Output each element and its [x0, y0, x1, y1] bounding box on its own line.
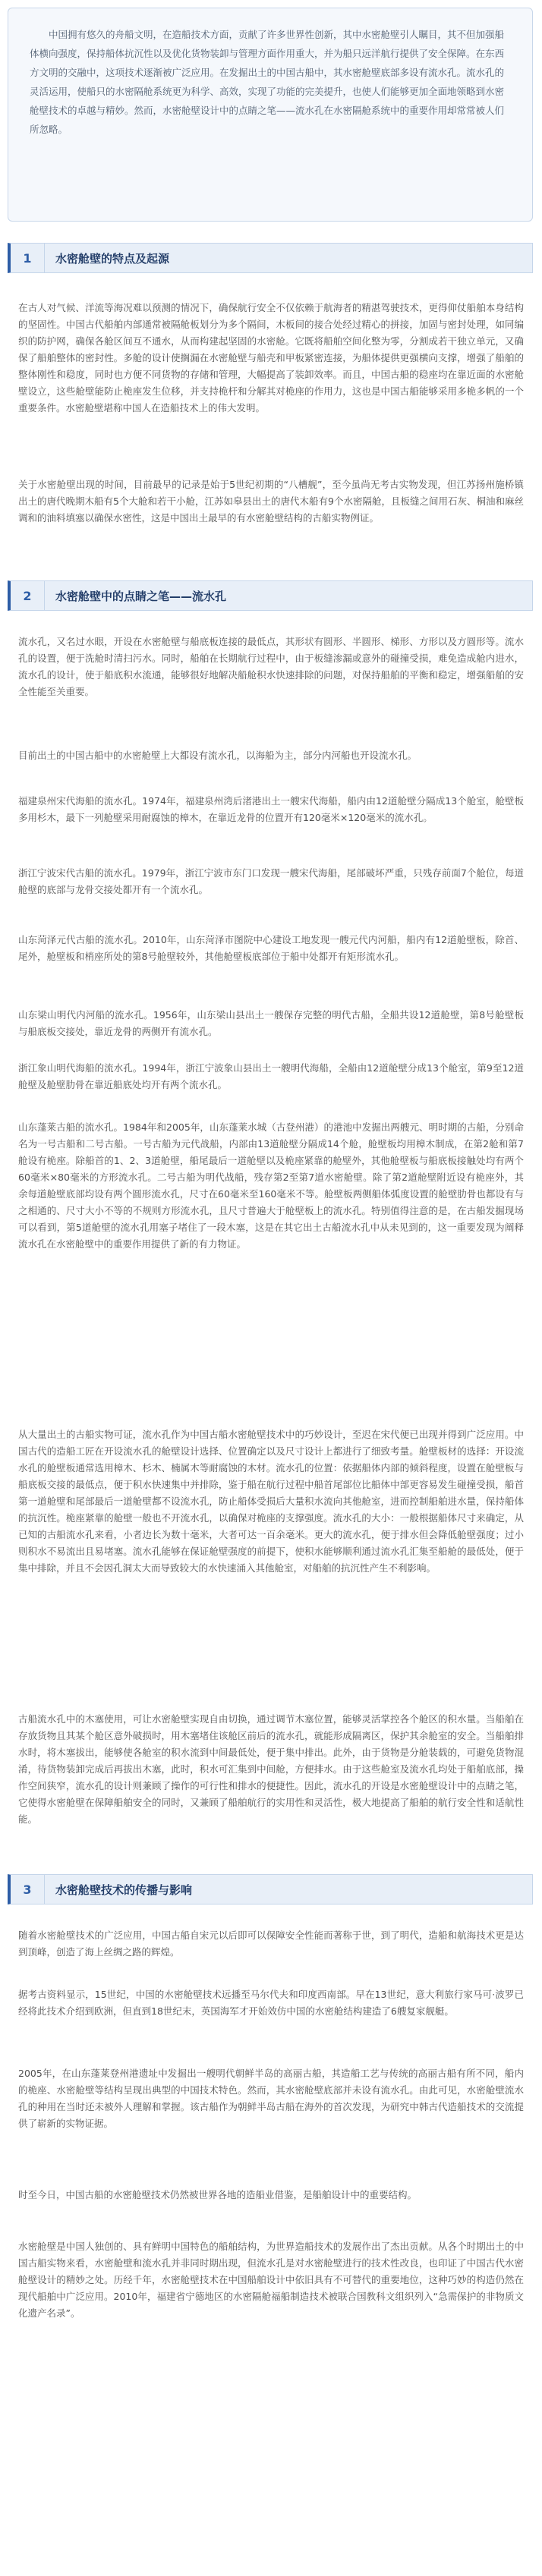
paragraph: 2005年，在山东蓬莱登州港遗址中发掘出一艘明代朝鲜半岛的高丽古船，其造船工艺与传统的高丽古船有所不同，船内的桅座、水密舱壁等结构呈现出典型的中国技术特色。然而，其水密舱壁底部并未设有流水孔。由此可见，水密舱壁流水孔的种用在当时还未被外人理解和掌握。该古船作为朝鲜半岛古船在海外的首次发现，为研究中韩古代造船技术的交流提供了崭新的实物证据。 — [18, 2068, 524, 2129]
section-number: 3 — [11, 1875, 45, 1904]
section-number: 2 — [11, 581, 45, 610]
paragraph: 浙江宁波宋代古船的流水孔。1979年，浙江宁波市东门口发现一艘宋代海船，尾部破坏严重，只残存前面7个舱位，每道舱壁的底部与龙骨交接处都开有一个流水孔。 — [18, 867, 524, 895]
section-heading-1 — [8, 243, 533, 273]
section-title: 水密舱壁中的点睛之笔——流水孔 — [55, 589, 227, 603]
paragraph: 从大量出土的古船实物可证，流水孔作为中国古船水密舱壁技术中的巧妙设计，至迟在宋代便已出现并得到广泛应用。中国古代的造船工匠在开设流水孔的舱壁设计选择、位置确定以及尺寸设计上都进行了细致考量。舱壁板材的选择：开设流水孔的舱壁板通常选用樟木、杉木、楠属木等耐腐蚀的木材。流水孔的位置：依据船体内部的倾斜程度，设置在舱壁板与船底板交接的最低点，便于积水快速集中并排除，鉴于船在航行过程中船首尾部位比船体中部更容易发生碰撞受损，船首第一道舱壁和尾部最后一道舱壁都不设流水孔，防止船体受损后大量积水流向其他舱室，进而控制船舶进水量，保持船体的抗沉性。桅座紧靠的舱壁一般也不开流水孔，以确保对桅座的支撑强度。流水孔的大小：一般根据船体尺寸来确定，从已知的古船流水孔来看，小者边长为数十毫米，大者可达一百余毫米。更大的流水孔，便于排水但会降低舱壁强度；过小则积水不易流出且易堵塞。流水孔能够在保证舱壁强度的前提下，使积水能够顺利通过流水孔汇集至船舱的最低处，便于集中排除，并且不会因孔洞太大而导致较大的水快速涌入其他舱室，对船舶的抗沉性产生不利影响。 — [18, 1429, 524, 1574]
paragraph: 山东菏泽元代古船的流水孔。2010年，山东菏泽市图院中心建设工地发现一艘元代内河船，船内有12道舱壁板，除首、尾外，舱壁板和梢座所处的第8号舱壁较外，其他舱壁板底部位于船中处都开有矩形流水孔。 — [18, 934, 524, 962]
paragraph: 福建泉州宋代海船的流水孔。1974年，福建泉州湾后渚港出土一艘宋代海船，船内由12道舱壁分隔成13个舱室，舱壁板多用杉木，最下一列舱壁采用耐腐蚀的樟木，在靠近龙骨的位置开有120毫米×120毫米的流水孔。 — [18, 795, 524, 823]
paragraph: 流水孔，又名过水眼，开设在水密舱壁与船底板连接的最低点，其形状有圆形、半圆形、梯形、方形以及方圆形等。流水孔的设置，便于洗舱时清扫污水。同时，船舶在长期航行过程中，由于板缝渗漏或意外的碰撞受损，难免造成舱内进水，流水孔的设计，使于船底积水流通，能够很好地解决船舱积水快速排除的问题，对保持船舶的平衡和稳定，增强船舶的安全性能至关重要。 — [18, 636, 524, 697]
paragraph: 目前出土的中国古船中的水密舱壁上大都设有流水孔，以海船为主，部分内河船也开设流水孔。 — [18, 750, 418, 761]
paragraph: 随着水密舱壁技术的广泛应用，中国古船自宋元以后即可以保障安全性能而著称于世，到了明代，造船和航海技术更是达到顶峰，创造了海上丝绸之路的辉煌。 — [18, 1930, 524, 1958]
section-number: 1 — [11, 244, 45, 272]
paragraph: 山东蓬莱古船的流水孔。1984年和2005年，山东蓬莱水城（古登州港）的港池中发掘出两艘元、明时期的古船，分别命名为一号古船和二号古船。一号古船为元代战船，内部由13道舱壁分隔成14个舱，舱壁板均用樟木制成，在第2舱和第7舱设有桅座。除船首的1、2、3道舱壁，船尾最后一道舱壁以及桅座紧靠的舱壁外，其他舱壁板与船底板接触处均有两个60毫米×80毫米的方形流水孔。二号古船为明代战船，残存第2至第7道水密舱壁。除了第2道舱壁附近设有桅座外，其余每道舱壁底部均设有两个圆形流水孔，尺寸在60毫米至160毫米不等。舱壁板两侧船体弧度设置的舱壁肋骨也都设有与之相通的、尺寸大小不等的不规则方形流水孔，且尺寸普遍大于舱壁板上的流水孔。特别值得注意的是，在古船发掘现场可以看到，第5道舱壁的流水孔用塞子堵住了一段木塞，这是在其它出土古船流水孔中从未见到的，这一重要发现为阐释流水孔在水密舱壁中的重要作用提供了新的有力物证。 — [18, 1121, 524, 1250]
section-heading-3 — [8, 1874, 533, 1904]
section-heading-2 — [8, 580, 533, 611]
paragraph: 水密舱壁是中国人独创的、具有鲜明中国特色的船舶结构，为世界造船技术的发展作出了杰出贡献。从各个时期出土的中国古船实物来看，水密舱壁和流水孔并非同时期出现，但流水孔是对水密舱壁进行的技术性改良，也印证了中国古代水密舱壁设计的精妙之处。历经千年，水密舱壁技术在中国船舶设计中依旧具有不可替代的重要地位，这种巧妙的构造仍然在现代船舶中广泛应用。2010年，福建省宁德地区的水密隔舱福船制造技术被联合国教科文组织列入“急需保护的非物质文化遗产名录”。 — [18, 2241, 524, 2319]
paragraph: 山东梁山明代内河船的流水孔。1956年，山东梁山县出土一艘保存完整的明代古船，全船共设12道舱壁，第8号舱壁板与船底板交接处，靠近龙骨的两侧开有流水孔。 — [18, 1009, 524, 1037]
section-title: 水密舱壁的特点及起源 — [55, 251, 170, 266]
section-title: 水密舱壁技术的传播与影响 — [55, 1882, 193, 1897]
paragraph: 据考古资料显示，15世纪，中国的水密舱壁技术远播至马尔代夫和印度西南部。早在13世纪，意大利旅行家马可·波罗已经将此技术介绍到欧洲，但直到18世纪末，英国海军才开始效仿中国的水密舱结构建造了6艘复家舰艇。 — [18, 1989, 524, 2017]
intro-paragraph: 中国拥有悠久的舟船文明，在造船技术方面，贡献了许多世界性创新，其中水密舱壁引人瞩目，其不但加强船体横向强度，保持船体抗沉性以及优化货物装卸与管理方面作用重大，并为船只远洋航行提供了安全保障。在东西方文明的交融中，这项技术逐渐被广泛应用。在发掘出土的中国古船中，其水密舱壁底部多设有流水孔。流水孔的灵活运用，使船只的水密隔舱系统更为科学、高效，实现了功能的完美提升，也使人们能够更加全面地领略到水密舱壁技术的卓越与精妙。然而，水密舱壁设计中的点睛之笔——流水孔在水密隔舱系统中的重要作用却常常被人们所忽略。 — [30, 29, 505, 135]
paragraph: 时至今日，中国古船的水密舱壁技术仍然被世界各地的造船业借鉴，是船舶设计中的重要结构。 — [18, 2189, 418, 2200]
intro-box — [8, 8, 533, 222]
paragraph: 在古人对气候、洋流等海况难以预测的情况下，确保航行安全不仅依赖于航海者的精湛驾驶技术，更得仰仗船舶本身结构的坚固性。中国古代船舶内部通常被隔舱板划分为多个隔间，木板间的接合处经过精心的拼接，加固与密封处理，如同编织的防护网，确保各舱区间互不通水，从而构建起坚固的水密舱。它既将船舶空间化整为零，分割成若干独立单元，又确保了船舶整体的密封性。多舱的设计使搁漏在水密舱壁与船壳和甲板紧密连接，为船体提供更强横向支撑，增强了船舶的整体刚性和稳度，同时也方便不同货物的存储和管理，大幅提高了装卸效率。而且，中国古船的稳座均在靠近面的水密舱壁设立，这些舱壁能防止桅座发生位移，并支持桅杆和分解其对桅座的作用力，这也是中国古船能够采用多桅多帆的一个重要条件。水密舱壁堪称中国人在造船技术上的伟大发明。 — [18, 302, 524, 414]
paragraph: 古船流水孔中的木塞使用，可让水密舱壁实现自由切换，通过调节木塞位置，能够灵活掌控各个舱区的积水量。当船舶在存放货物且其某个舱区意外破损时，用木塞堵住该舱区前后的流水孔，就能形成隔离区，保护其余舱室的安全。当船舶排水时，将木塞拔出，能够使各舱室的积水流到中间最低处，便于集中排出。此外，由于货物是分舱装载的，可避免货物混淆，待货物装卸完成后再拔出木塞，此时，积水可汇集到中间舱，方便排水。由于这些舱室及流水孔均处于船舶底部，操作空间狭窄，流水孔的设计则兼顾了操作的可行性和排水的便捷性。因此，流水孔的开设是水密舱壁设计中的点睛之笔，它使得水密舱壁在保障船舶安全的同时，又兼顾了船舶航行的实用性和灵活性，极大地提高了船舶的航行安全性和适航性能。 — [18, 1713, 524, 1825]
paragraph: 关于水密舱壁出现的时间，目前最早的记录是始于5世纪初期的“八槽舰”，至今虽尚无考古实物发现，但江苏扬州施桥镇出土的唐代晚期木船有5个大舱和若干小舱，江苏如皋县出土的唐代木船有9个水密隔舱，且板缝之间用石灰、桐油和麻丝调和的油料填塞以确保水密性，这是中国出土最早的有水密舱壁结构的古船实物例证。 — [18, 479, 524, 524]
paragraph: 浙江象山明代海船的流水孔。1994年，浙江宁波象山县出土一艘明代海船，全船由12道舱壁分成13个舱室，第9至12道舱壁及舱壁肋骨在靠近船底处均开有两个流水孔。 — [18, 1062, 524, 1090]
